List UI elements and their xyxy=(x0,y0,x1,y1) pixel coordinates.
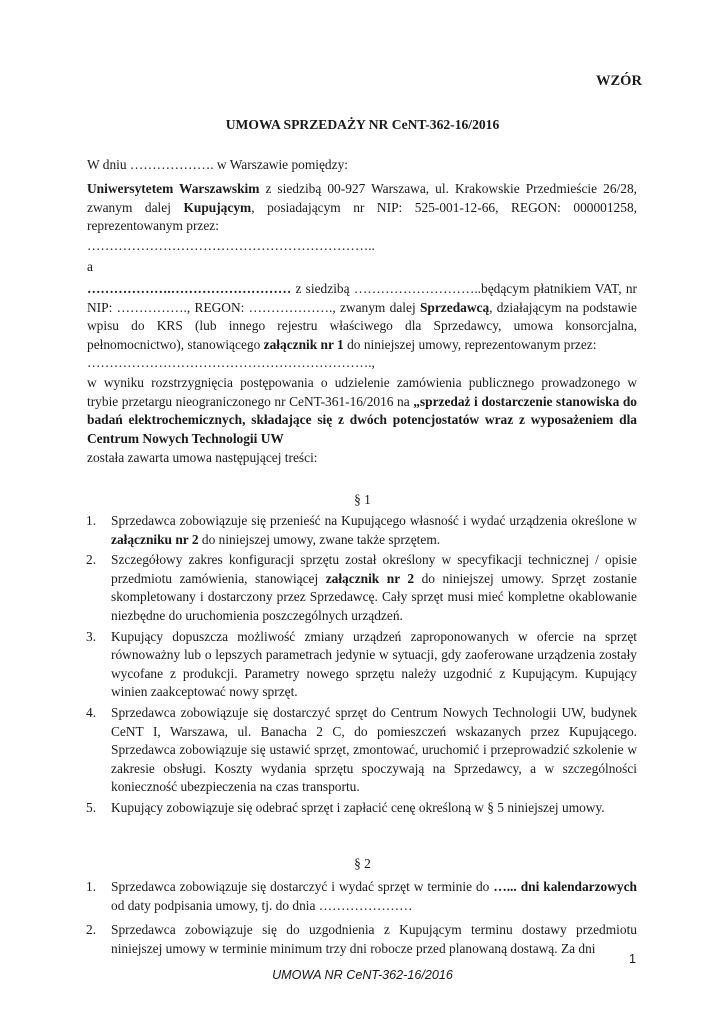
item-number: 4. xyxy=(86,704,97,720)
buyer-paragraph xyxy=(87,180,637,236)
page-number: 1 xyxy=(629,952,637,966)
intro-date-line: W dniu ………………. w Warszawie pomiędzy: xyxy=(87,157,348,172)
buyer-representative-dots: ……………………………………………………….. xyxy=(87,238,375,253)
tender-subject: „sprzedaż i dostarczenie stanowiska do badań elektrochemicznych, składające się z dwóch potencjostatów wraz z wyposażeniem dla Centrum Nowych Technologii UW xyxy=(87,393,637,446)
buyer-text: z siedzibą 00-927 Warszawa, ul. Krakowskie Przedmieście 26/28, zwanym dalej xyxy=(87,181,637,215)
seller-text: z siedzibą ………………………..będącym płatnikiem VAT, nr NIP: ……………., REGON: ………………., zwanym dalej xyxy=(87,281,637,315)
item-number: 1. xyxy=(86,879,97,894)
item-text-part: Kupujący zobowiązuje się odebrać sprzęt i zapłacić cenę określoną w § 5 niniejszej umowy. xyxy=(111,799,605,815)
item-number: 2. xyxy=(86,922,97,938)
item-text-part: do niniejszej umowy. Sprzęt zostanie skompletowany i dostarczony przez Sprzedawcę. Cały sprzęt musi mieć kompletne okablowanie niezbędne do uruchomienia poszczególnych urządzeń. xyxy=(111,570,637,623)
item-text-part: Sprzedawca zobowiązuje się dostarczyć sprzęt do Centrum Nowych Technologii UW, budynek CeNT I, Warszawa, ul. Banacha 2 C, do pomieszczeń wskazanych przez Kupującego. Sprzedawca zobowiązuje się ustawić sprzęt, zmontować, uruchomić i przeprowadzić szkolenie w zakresie obsługi. Koszty wydania sprzętu spoczywają na Sprzedawcy, a w szczególności konieczność ubezpieczenia na czas transportu. xyxy=(111,704,637,795)
item-text xyxy=(111,551,637,625)
item-text-part: Kupujący dopuszcza możliwość zmiany urządzeń zaproponowanych w ofercie na sprzęt równoważny lub o lepszych parametrach jedynie w sytuacji, gdy zaoferowane urządzenia zostały wycofane z produkcji. Parametry nowego sprzętu należy uzgodnić z Kupującym. Kupujący winien zaakceptować nowy sprzęt. xyxy=(111,628,637,700)
item-number: 1. xyxy=(86,513,97,528)
item-text-part: Szczegółowy zakres konfiguracji sprzętu został określony w specyfikacji technicznej / opisie przedmiotu zamówienia, stanowiącej xyxy=(111,552,637,586)
buyer-role: Kupującym xyxy=(183,199,252,215)
list-item xyxy=(86,628,637,702)
seller-text-3: do niniejszej umowy, reprezentowanym przez: xyxy=(343,336,597,352)
tender-paragraph xyxy=(87,374,637,448)
item-text xyxy=(111,704,637,797)
and-conjunction: a xyxy=(87,259,93,274)
section-2-heading: § 2 xyxy=(354,856,371,871)
item-text-part: Sprzedawca zobowiązuje się dostarczyć i wydać sprzęt w terminie do xyxy=(111,879,494,894)
seller-role: Sprzedawcą xyxy=(419,299,490,315)
seller-text-2: , działającym na podstawie wpisu do KRS (lub innego rejestru właściwego dla Sprzedawcy, umowa konsorcjalna, pełnomocnictwo), stanowiącego xyxy=(87,299,637,352)
section-1-list xyxy=(86,512,637,818)
item-text-part: od daty podpisania umowy, tj. do dnia ………………… xyxy=(111,897,413,913)
footer-doc-ref: UMOWA NR CeNT-362-16/2016 xyxy=(272,968,453,982)
list-item xyxy=(86,551,637,625)
item-text xyxy=(111,512,637,549)
item-text xyxy=(111,799,637,818)
item-text xyxy=(111,628,637,702)
concluded-line: została zawarta umowa następującej treści: xyxy=(87,450,318,465)
item-text-part: do niniejszej umowy, zwane także sprzętem. xyxy=(198,531,441,547)
item-text xyxy=(111,878,637,915)
section-1-heading: § 1 xyxy=(354,492,371,507)
item-emphasis: …... dni kalendarzowych xyxy=(493,879,637,894)
template-label: WZÓR xyxy=(596,73,642,89)
list-item xyxy=(86,921,637,958)
list-item xyxy=(86,704,637,797)
seller-representative-dots: ………………………………………………………., xyxy=(87,355,375,370)
list-item xyxy=(86,799,637,818)
seller-paragraph xyxy=(87,280,637,354)
document-title: UMOWA SPRZEDAŻY NR CeNT-362-16/2016 xyxy=(225,117,500,132)
item-attachment: załącznik nr 2 xyxy=(325,570,415,586)
item-number: 5. xyxy=(86,799,97,815)
buyer-text-2: , posiadającym nr NIP: 525-001-12-66, REGON: 000001258, reprezentowanym przez: xyxy=(87,199,637,234)
tender-text: w wyniku rozstrzygnięcia postępowania o udzielenie zamówienia publicznego prowadzonego w trybie przetargu nieograniczonego nr CeNT-361-16/2016 na xyxy=(87,375,637,409)
item-attachment: załączniku nr 2 xyxy=(111,531,199,547)
item-number: 3. xyxy=(86,628,97,644)
seller-attachment: załącznik nr 1 xyxy=(263,336,344,352)
item-text-part: Sprzedawca zobowiązuje się do uzgodnienia z Kupującym terminu dostawy przedmiotu niniejszej umowy w terminie minimum trzy dni robocze przed planowaną dostawą. Za dni xyxy=(111,922,637,956)
section-2-list xyxy=(86,878,637,958)
buyer-name: Uniwersytetem Warszawskim xyxy=(87,181,260,196)
seller-name-dots: ……………….……………………… xyxy=(87,281,292,296)
list-item xyxy=(86,512,637,549)
item-text-part: Sprzedawca zobowiązuje się przenieść na Kupującego własność i wydać urządzenia określone w xyxy=(111,513,637,528)
item-text xyxy=(111,921,637,958)
item-number: 2. xyxy=(86,552,97,568)
list-item xyxy=(86,878,637,915)
